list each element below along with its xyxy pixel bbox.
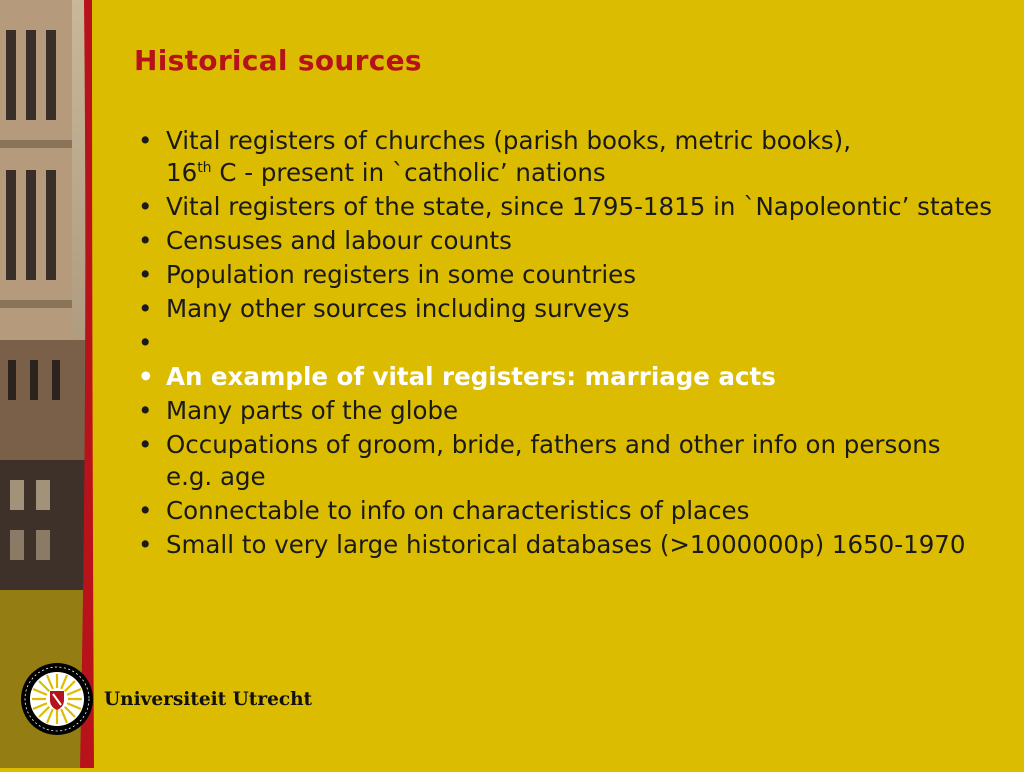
university-logo [20,662,312,736]
bullet-text: Many other sources including surveys [166,294,630,323]
bullet-text-continued: C - present in `catholic’ nations [211,158,606,187]
slide-title: Historical sources [134,44,422,77]
university-seal-icon [20,662,94,736]
bullet-text: Population registers in some countries [166,260,636,289]
tower-photo [0,0,90,768]
ordinal-suffix: th [197,159,212,176]
bullet-item-highlight [134,361,994,393]
bullet-item [134,191,994,223]
bullet-text: Censuses and labour counts [166,226,512,255]
bullet-text: Vital registers of the state, since 1795-1815 in `Napoleontic’ states [166,192,993,221]
bullet-text: An example of vital registers: marriage acts [166,362,776,391]
bullet-item [134,293,994,325]
bullet-item [134,495,994,527]
university-name: Universiteit Utrecht [104,688,313,710]
bullet-item [134,259,994,291]
bullet-item [134,125,994,189]
bullet-text: Vital registers of churches (parish books, metric books), [166,126,852,155]
bullet-list [134,125,994,563]
bullet-text: Connectable to info on characteristics of places [166,496,750,525]
bullet-item [134,429,994,493]
bullet-item [134,395,994,427]
bullet-item [134,225,994,257]
bullet-text: Occupations of groom, bride, fathers and other info on persons e.g. age [166,430,941,491]
bullet-text-continued: 16 [166,158,198,187]
bullet-text: Small to very large historical databases (>1000000p) 1650-1970 [166,530,966,559]
bullet-text: Many parts of the globe [166,396,459,425]
red-vertical-band [78,0,94,768]
bullet-item-empty [134,327,994,359]
bullet-item [134,529,994,561]
